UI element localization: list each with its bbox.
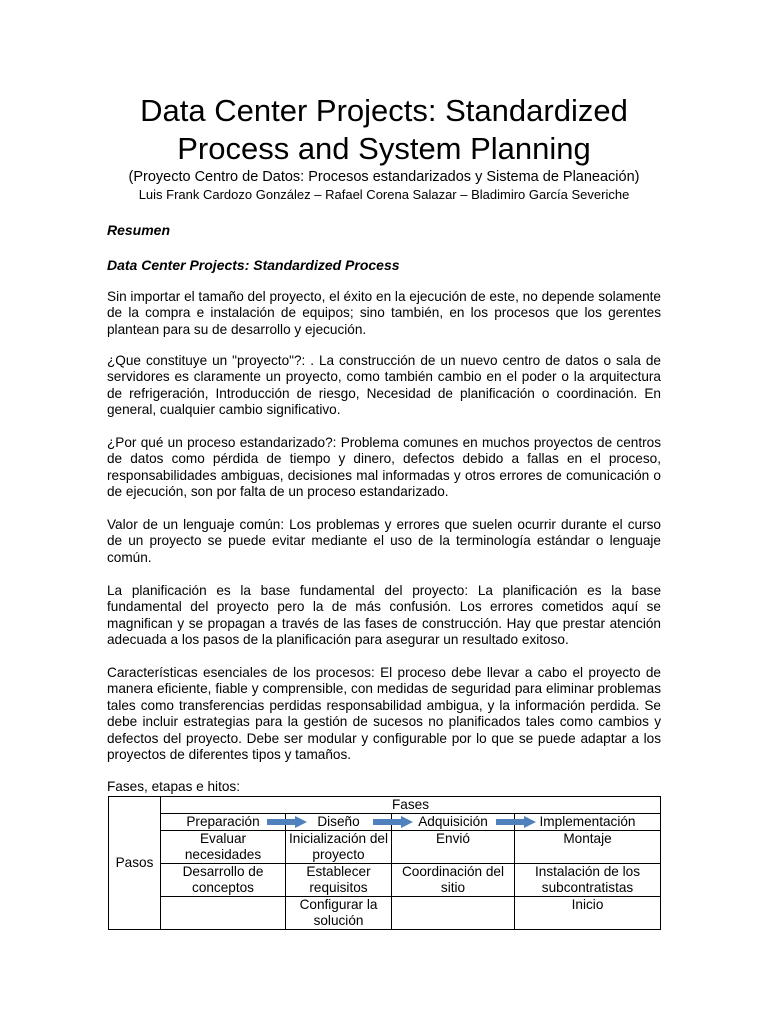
- paragraph-1: Sin importar el tamaño del proyecto, el éxito en la ejecución de este, no depende solamente de la compra e instalación de equipos; sino también, en los procesos que los gerentes plantean para su de desarrollo y ejecución.: [107, 289, 661, 337]
- paragraph-5: La planificación es la base fundamental del proyecto: La planificación es la base fundamental del proyecto pero la de más confusión. Los errores cometidos aquí se magnifican y se propagan a través de las fases de construcción. Hay que prestar atención adecuada a los pasos de la planificación para asegurar un resultado exitoso.: [107, 583, 661, 648]
- document-subtitle: (Proyecto Centro de Datos: Procesos estandarizados y Sistema de Planeación): [128, 169, 640, 185]
- table-cell: Evaluar necesidades: [161, 831, 286, 864]
- table-cell: Inicialización del proyecto: [286, 831, 392, 864]
- resumen-heading: Resumen: [107, 222, 171, 238]
- phase-header-diseno: Diseño: [286, 814, 392, 831]
- arrow-right-icon: [267, 816, 307, 828]
- arrow-right-icon: [373, 816, 413, 828]
- table-cell: Envió: [392, 831, 515, 864]
- table-cell: [392, 897, 515, 930]
- phase-header-preparacion: Preparación: [161, 814, 286, 831]
- section-subheading: Data Center Projects: Standardized Process: [107, 257, 400, 273]
- table-row: [109, 814, 661, 831]
- table-cell: Montaje: [515, 831, 661, 864]
- table-cell: Instalación de los subcontratistas: [515, 864, 661, 897]
- phase-header-implementacion: Implementación: [515, 814, 661, 831]
- title-line-2: Process and System Planning: [177, 131, 591, 166]
- paragraph-6: Características esenciales de los procesos: El proceso debe llevar a cabo el proyecto de manera eficiente, fiable y comprensible, con medidas de seguridad para eliminar problemas tales como transferencias perdidas responsabilidad ambigua, y la información perdida. Se debe incluir estrategias para la gestión de sucesos no planificados tales como cambios y defectos del proyecto. Debe ser modular y configurable por lo que se puede adaptar a los proyectos de diferentes tipos y tamaños.: [107, 665, 661, 763]
- table-row: [109, 831, 661, 864]
- table-cell: Inicio: [515, 897, 661, 930]
- title-line-1: Data Center Projects: Standardized: [140, 93, 628, 128]
- document-title: [0, 92, 768, 168]
- paragraph-4: Valor de un lenguaje común: Los problemas y errores que suelen ocurrir durante el curso de un proyecto se puede evitar mediante el uso de la terminología estándar o lenguaje común.: [107, 517, 661, 565]
- table-cell: [161, 897, 286, 930]
- fases-header: Fases: [161, 797, 661, 814]
- table-cell: Configurar la solución: [286, 897, 392, 930]
- paragraph-2: ¿Que constituye un "proyecto"?: . La construcción de un nuevo centro de datos o sala de servidores es claramente un proyecto, como también cambio en el poder o la arquitectura de refrigeración, Introducción de riesgo, Necesidad de planificación o coordinación. En general, cualquier cambio significativo.: [107, 353, 661, 418]
- arrow-right-icon: [496, 816, 536, 828]
- table-row: [109, 797, 661, 814]
- phases-table: [108, 796, 661, 930]
- table-cell: Coordinación del sitio: [392, 864, 515, 897]
- table-caption: Fases, etapas e hitos:: [107, 779, 240, 794]
- table-cell: Desarrollo de conceptos: [161, 864, 286, 897]
- table-cell: Establecer requisitos: [286, 864, 392, 897]
- document-authors: Luis Frank Cardozo González – Rafael Corena Salazar – Bladimiro García Severiche: [138, 187, 630, 202]
- pasos-label: Pasos: [109, 797, 161, 930]
- table-row: [109, 864, 661, 897]
- phase-header-adquisicion: Adquisición: [392, 814, 515, 831]
- paragraph-3: ¿Por qué un proceso estandarizado?: Problema comunes en muchos proyectos de centros de datos como pérdida de tiempo y dinero, defectos debido a fallas en el proceso, responsabilidades ambiguas, decisiones mal informadas y otros errores de comunicación o de ejecución, son por falta de un proceso estandarizado.: [107, 435, 661, 500]
- table-row: [109, 897, 661, 930]
